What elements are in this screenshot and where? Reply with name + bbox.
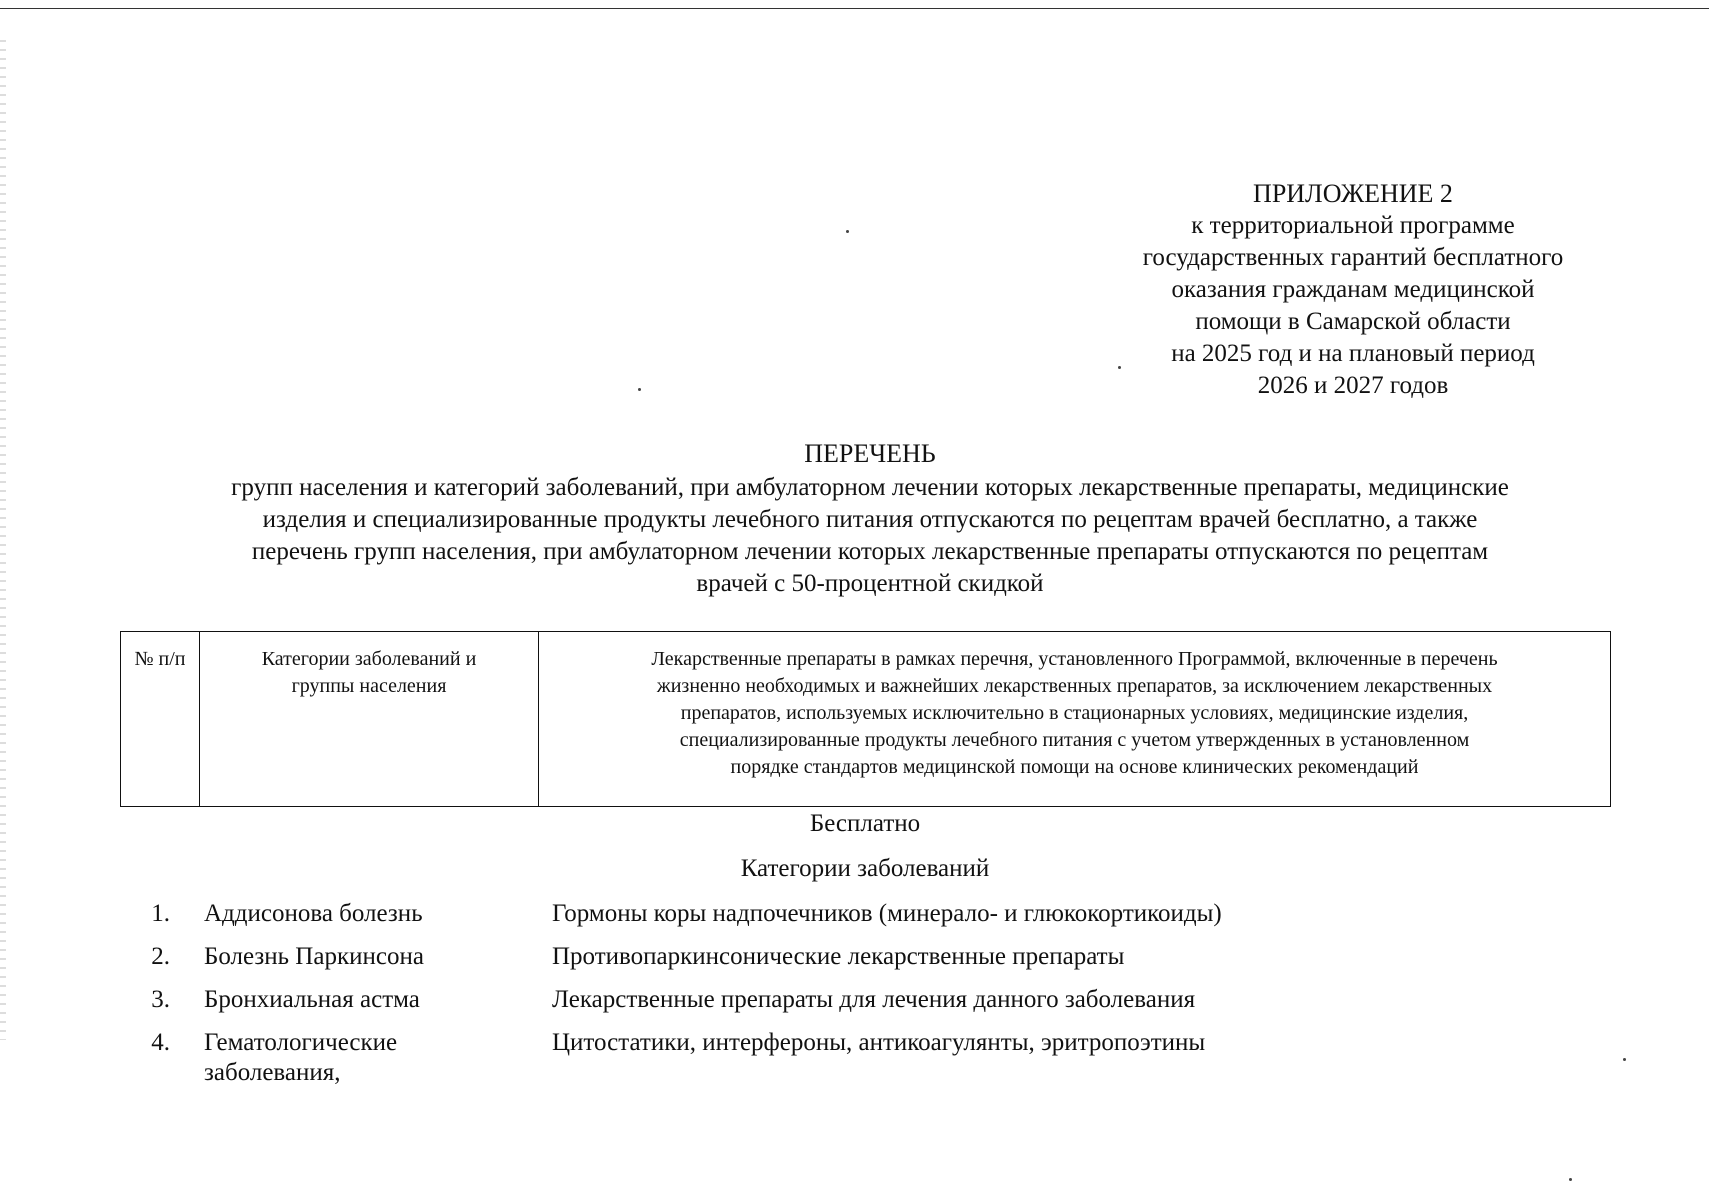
header-category-line: группы населения bbox=[291, 675, 447, 697]
appendix-line: государственных гарантий бесплатного bbox=[1142, 244, 1564, 271]
header-drugs-line: порядке стандартов медицинской помощи на основе клинических рекомендаций bbox=[730, 756, 1419, 778]
scan-speck bbox=[1118, 366, 1121, 369]
subtitle-line: врачей с 50-процентной скидкой bbox=[696, 570, 1044, 597]
item-category-line: Гематологические bbox=[204, 1029, 398, 1056]
item-drugs: Противопаркинсонические лекарственные препараты bbox=[552, 943, 1125, 970]
appendix-title: ПРИЛОЖЕНИЕ 2 bbox=[1253, 179, 1453, 208]
subtitle-line: перечень групп населения, при амбулаторном лечении которых лекарственные препараты отпускаются по рецептам bbox=[251, 538, 1489, 565]
subtitle-line: изделия и специализированные продукты лечебного питания отпускаются по рецептам врачей бесплатно, а также bbox=[262, 506, 1478, 533]
item-category: Аддисонова болезнь bbox=[204, 900, 423, 927]
appendix-line: оказания гражданам медицинской bbox=[1171, 276, 1535, 303]
appendix-heading bbox=[1098, 178, 1608, 402]
appendix-line: помощи в Самарской области bbox=[1195, 308, 1511, 335]
header-row bbox=[121, 632, 1611, 807]
header-drugs-line: специализированные продукты лечебного питания с учетом утвержденных в установленном bbox=[679, 729, 1470, 751]
item-category: Бронхиальная астма bbox=[204, 986, 420, 1013]
header-cell-category bbox=[200, 632, 539, 807]
scan-speck bbox=[846, 230, 849, 233]
header-category-line: Категории заболеваний и bbox=[261, 648, 477, 670]
scan-left-edge-artifact bbox=[0, 40, 6, 1040]
item-number: 2. bbox=[151, 943, 170, 970]
header-drugs-line: Лекарственные препараты в рамках перечня, установленного Программой, включенные в перечень bbox=[651, 648, 1498, 670]
section-free-label: Бесплатно bbox=[809, 810, 921, 837]
scan-speck bbox=[1569, 1178, 1572, 1181]
item-drugs: Лекарственные препараты для лечения данного заболевания bbox=[552, 986, 1196, 1013]
scan-speck bbox=[638, 388, 641, 391]
item-number: 3. bbox=[151, 986, 170, 1013]
scan-speck bbox=[1623, 1058, 1626, 1061]
item-drugs: Гормоны коры надпочечников (минерало- и глюкокортикоиды) bbox=[552, 900, 1222, 927]
header-cell-drugs bbox=[539, 632, 1611, 807]
item-number: 4. bbox=[151, 1029, 170, 1056]
header-drugs-line: препаратов, используемых исключительно в стационарных условиях, медицинские изделия, bbox=[680, 702, 1469, 724]
appendix-line: на 2025 год и на плановый период bbox=[1171, 340, 1535, 367]
list-title: ПЕРЕЧЕНЬ bbox=[804, 439, 936, 468]
appendix-line: 2026 и 2027 годов bbox=[1257, 372, 1449, 399]
list-subtitle bbox=[100, 472, 1640, 600]
header-number-label: № п/п bbox=[134, 648, 186, 670]
header-drugs-line: жизненно необходимых и важнейших лекарственных препаратов, за исключением лекарственных bbox=[656, 675, 1493, 697]
item-number: 1. bbox=[151, 900, 170, 927]
item-category-line: заболевания, bbox=[204, 1059, 341, 1086]
item-category bbox=[204, 1028, 524, 1088]
section-categories-label: Категории заболеваний bbox=[740, 855, 990, 882]
scan-top-border bbox=[0, 8, 1709, 9]
subtitle-line: групп населения и категорий заболеваний, при амбулаторном лечении которых лекарственные препараты, медицинские bbox=[231, 474, 1509, 501]
item-drugs: Цитостатики, интерфероны, антикоагулянты, эритропоэтины bbox=[552, 1029, 1206, 1056]
item-category: Болезнь Паркинсона bbox=[204, 943, 424, 970]
header-table bbox=[120, 631, 1611, 807]
header-cell-number bbox=[121, 632, 200, 807]
appendix-line: к территориальной программе bbox=[1191, 212, 1515, 239]
